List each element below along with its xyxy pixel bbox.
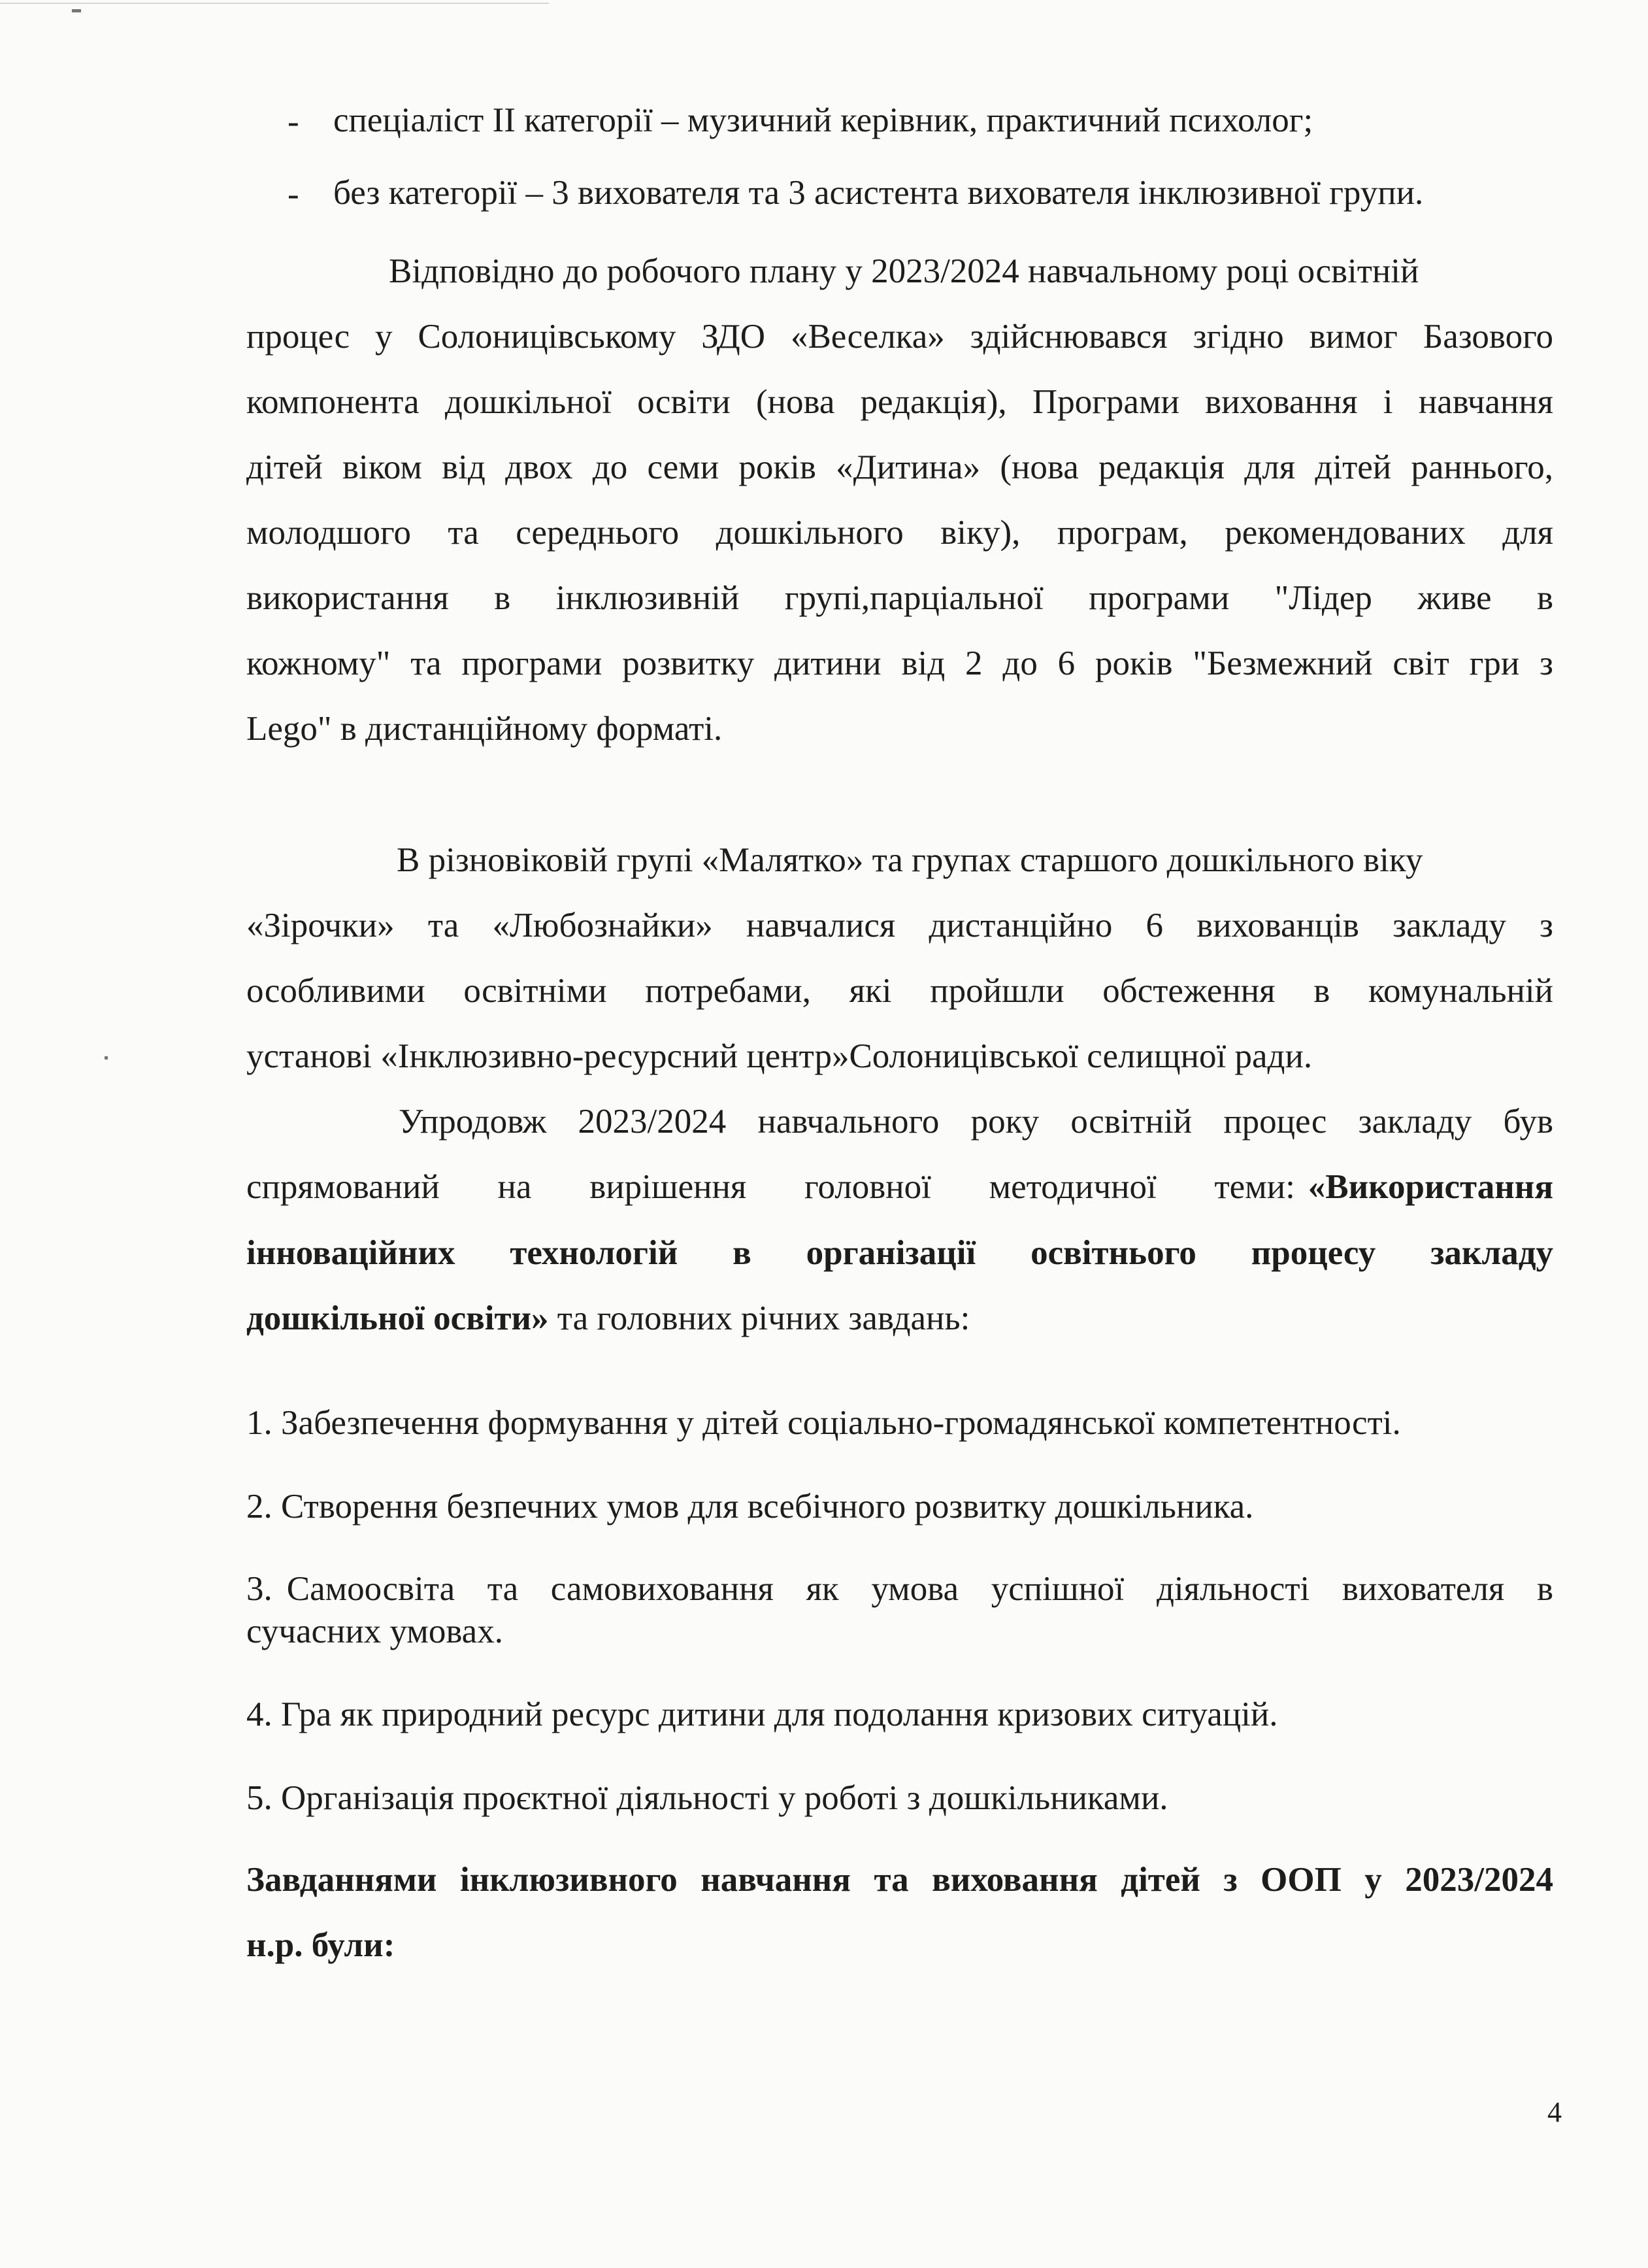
methodical-theme: інноваційних технологій в організації освітнього процесу закладу xyxy=(246,1234,1553,1272)
paragraph-line: молодшого та середнього дошкільного віку), програм, рекомендованих для xyxy=(246,514,1553,552)
task-item xyxy=(246,1697,1277,1732)
task-text: Організація проєктної діяльності у роботі з дошкільниками. xyxy=(281,1779,1168,1817)
task-item xyxy=(246,1781,1168,1816)
scan-speck xyxy=(105,1056,108,1059)
task-item xyxy=(246,1490,1253,1524)
paragraph-line: компонента дошкільної освіти (нова редакція), Програми виховання і навчання xyxy=(246,383,1553,421)
page-number: 4 xyxy=(1547,2096,1562,2128)
bullet-marker: - xyxy=(288,175,299,213)
paragraph-line: Відповідно до робочого плану у 2023/2024 навчальному році освітній xyxy=(389,252,1419,290)
paragraph-line: дітей віком від двох до семи років «Дитина» (нова редакція для дітей раннього, xyxy=(246,448,1553,486)
task-number: 4. xyxy=(246,1695,272,1733)
paragraph-line: використання в інклюзивній групі,парціальної програми "Лідер живе в xyxy=(246,579,1553,617)
task-number: 2. xyxy=(246,1488,272,1526)
paragraph-line: установі «Інклюзивно-ресурсний центр»Солоницівської селищної ради. xyxy=(246,1037,1313,1075)
paragraph-line: В різновіковій групі «Малятко» та групах старшого дошкільного віку xyxy=(397,841,1423,879)
task-number: 3. xyxy=(246,1570,272,1608)
task-item xyxy=(246,1406,1401,1441)
task-text: сучасних умовах. xyxy=(246,1612,503,1650)
bullet-text: без категорії – 3 вихователя та 3 асистента вихователя інклюзивної групи. xyxy=(333,174,1424,212)
task-item xyxy=(246,1572,1553,1607)
bullet-marker: - xyxy=(288,103,299,141)
scan-speck xyxy=(72,9,81,12)
paragraph-line: кожному" та програми розвитку дитини від 2 до 6 років "Безмежний світ гри з xyxy=(246,644,1553,682)
paragraph-line xyxy=(246,1301,970,1336)
paragraph-line: Lego" в дистанційному форматі. xyxy=(246,710,723,748)
section-heading: Завданнями інклюзивного навчання та виховання дітей з ООП у 2023/2024 xyxy=(246,1861,1553,1899)
task-number: 1. xyxy=(246,1404,272,1442)
paragraph-line: Упродовж 2023/2024 навчального року освітній процес закладу був xyxy=(399,1103,1553,1141)
methodical-theme: дошкільної освіти» xyxy=(246,1299,549,1337)
paragraph-line: процес у Солоницівському ЗДО «Веселка» здійснювався згідно вимог Базового xyxy=(246,318,1553,356)
task-text: Забезпечення формування у дітей соціально-громадянської компетентності. xyxy=(281,1404,1401,1442)
task-text: Створення безпечних умов для всебічного розвитку дошкільника. xyxy=(281,1488,1254,1526)
paragraph-line xyxy=(246,1170,1553,1205)
paragraph-text: та головних річних завдань: xyxy=(548,1299,970,1337)
paragraph-text: спрямований на вирішення головної методичної теми: xyxy=(246,1168,1295,1206)
task-text: Гра як природний ресурс дитини для подолання кризових ситуацій. xyxy=(281,1695,1278,1733)
paragraph-line: особливими освітніми потребами, які пройшли обстеження в комунальній xyxy=(246,972,1553,1010)
section-heading: н.р. були: xyxy=(246,1926,395,1964)
task-number: 5. xyxy=(246,1779,272,1817)
bullet-text: спеціаліст ІІ категорії – музичний керівник, практичний психолог; xyxy=(333,101,1313,139)
paragraph-line: «Зірочки» та «Любознайки» навчалися дистанційно 6 вихованців закладу з xyxy=(246,907,1553,944)
task-text: Самоосвіта та самовиховання як умова успішної діяльності вихователя в xyxy=(286,1570,1553,1608)
methodical-theme: «Використання xyxy=(1308,1168,1553,1206)
scan-line xyxy=(0,3,549,4)
